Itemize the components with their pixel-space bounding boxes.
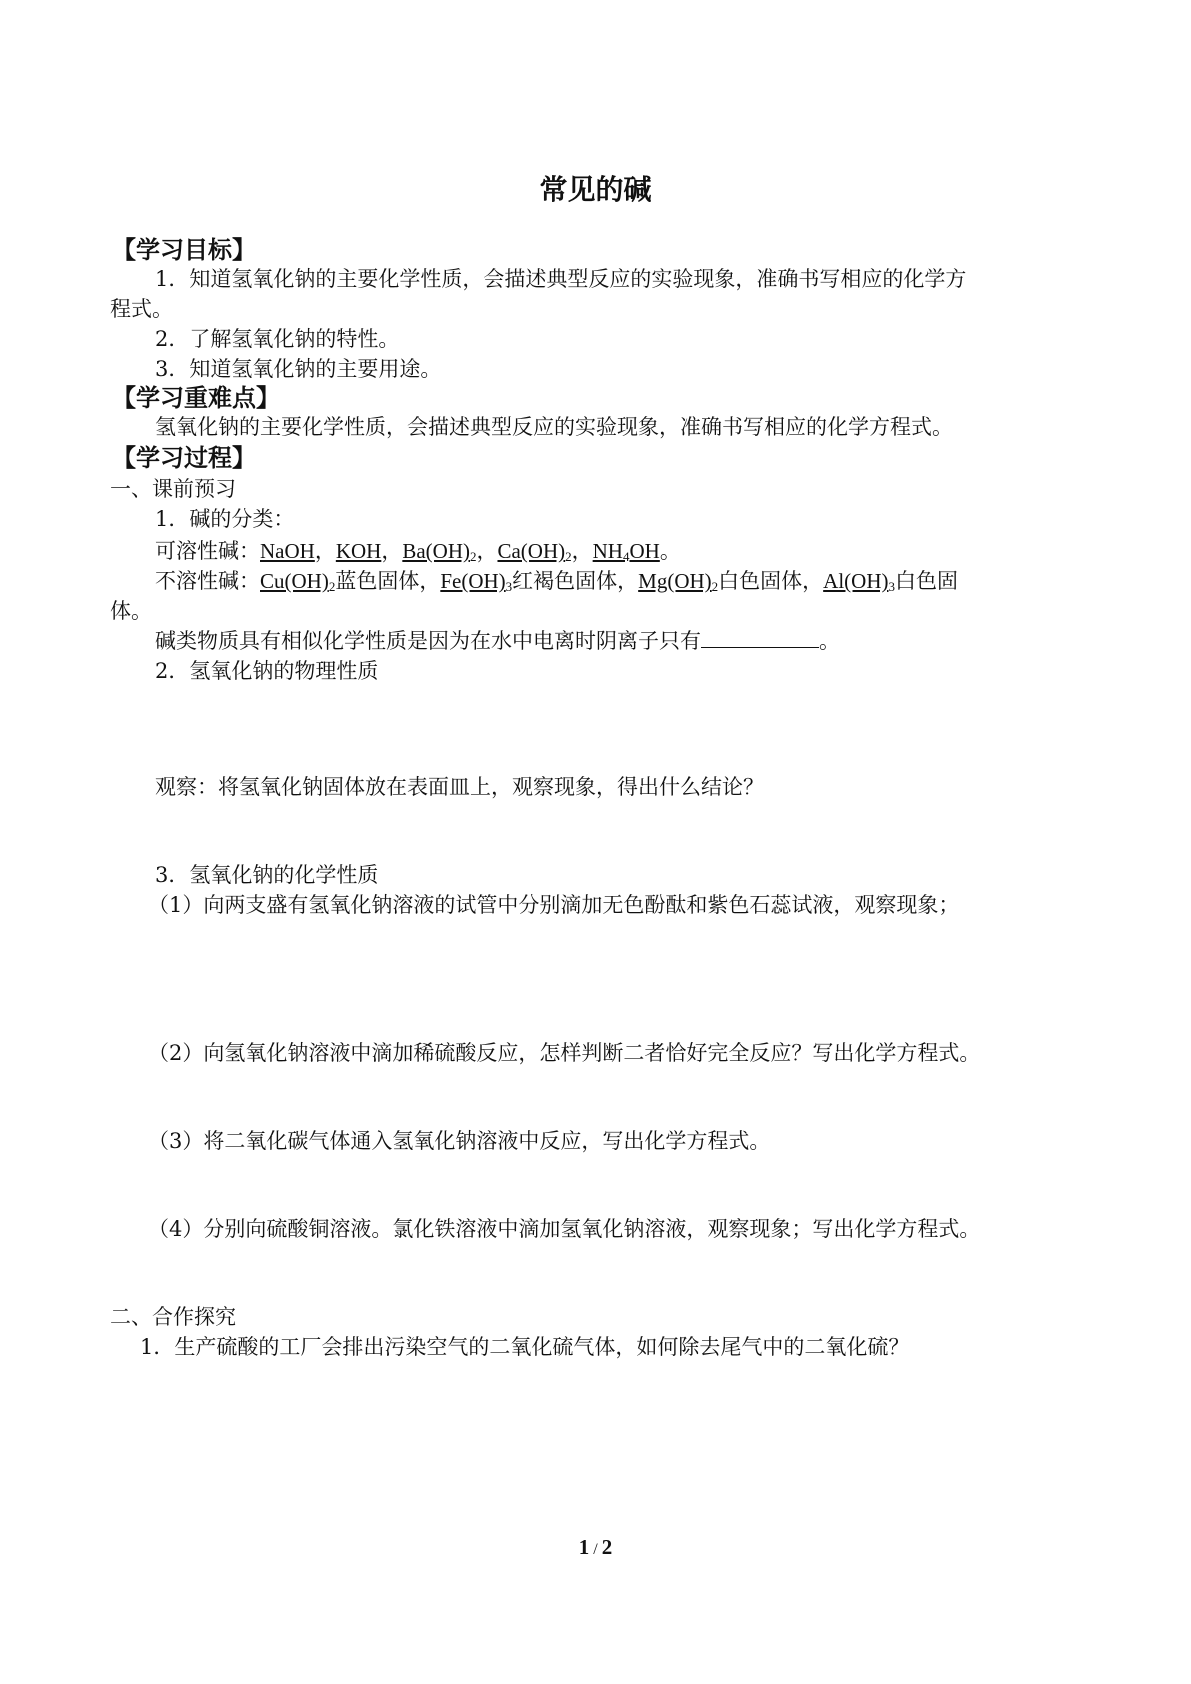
formula-naoh: NaOH bbox=[260, 539, 315, 563]
goals-heading: 【学习目标】 bbox=[112, 236, 256, 264]
chemical-properties-item: 3．氢氧化钠的化学性质 bbox=[155, 863, 379, 887]
preview-heading: 一、课前预习 bbox=[110, 477, 236, 501]
current-page: 1 bbox=[578, 1535, 590, 1559]
observe-question: 观察：将氢氧化钠固体放在表面皿上，观察现象，得出什么结论？ bbox=[155, 775, 764, 799]
insoluble-bases-line: 不溶性碱：$Cu(OH)_2$蓝色固体，$Fe(OH)_3$红褐色固体，$Mg(OH)_2$白色固体，$Al(OH)_3$白色固 bbox=[155, 569, 958, 594]
process-heading: 【学习过程】 bbox=[112, 444, 256, 472]
soluble-label: 可溶性碱： bbox=[155, 539, 260, 563]
insoluble-wrap: 体。 bbox=[110, 599, 152, 623]
question-1: （1）向两支盛有氢氧化钠溶液的试管中分别滴加无色酚酞和紫色石蕊试液，观察现象； bbox=[148, 893, 960, 917]
base-classification-item: 1．碱的分类： bbox=[155, 507, 295, 531]
formula-caoh2: $Ca(OH)_2$ bbox=[497, 539, 572, 564]
formula-aloh3: $Al(OH)_3$ bbox=[823, 569, 895, 594]
page-title: 常见的碱 bbox=[539, 173, 652, 206]
formula-feoh3: $Fe(OH)_3$ bbox=[440, 569, 513, 594]
total-pages: 2 bbox=[601, 1535, 613, 1559]
physical-properties-item: 2．氢氧化钠的物理性质 bbox=[155, 659, 379, 683]
formula-koh: KOH bbox=[335, 539, 382, 563]
goal-3: 3．知道氢氧化钠的主要用途。 bbox=[155, 357, 442, 381]
cooperate-heading: 二、合作探究 bbox=[110, 1305, 236, 1329]
page-number: 1 / 2 bbox=[578, 1535, 613, 1559]
formula-mgoh2: $Mg(OH)_2$ bbox=[638, 569, 719, 594]
key-points-text: 氢氧化钠的主要化学性质，会描述典型反应的实验现象，准确书写相应的化学方程式。 bbox=[155, 415, 953, 439]
goal-2: 2．了解氢氧化钠的特性。 bbox=[155, 327, 400, 351]
question-2: （2）向氢氧化钠溶液中滴加稀硫酸反应，怎样判断二者恰好完全反应？写出化学方程式。 bbox=[148, 1041, 981, 1065]
formula-cuoh2: $Cu(OH)_2$ bbox=[260, 569, 336, 594]
answer-blank[interactable] bbox=[701, 627, 819, 648]
goal-1-line-1: 1．知道氢氧化钠的主要化学性质，会描述典型反应的实验现象，准确书写相应的化学方 bbox=[155, 267, 967, 291]
soluble-bases-line: 可溶性碱：NaOH，KOH，$Ba(OH)_2$，$Ca(OH)_2$，$NH_4OH$。 bbox=[155, 539, 681, 564]
cooperate-item-1: 1．生产硫酸的工厂会排出污染空气的二氧化硫气体，如何除去尾气中的二氧化硫？ bbox=[140, 1335, 910, 1359]
key-points-heading: 【学习重难点】 bbox=[112, 384, 280, 412]
formula-nh4oh: $NH_4OH$ bbox=[592, 539, 660, 564]
insoluble-label: 不溶性碱： bbox=[155, 569, 260, 593]
goal-1-line-2: 程式。 bbox=[110, 297, 173, 321]
anion-question: 碱类物质具有相似化学性质是因为在水中电离时阴离子只有 。 bbox=[155, 629, 840, 653]
formula-baoh2: $Ba(OH)_2$ bbox=[402, 539, 477, 564]
question-3: （3）将二氧化碳气体通入氢氧化钠溶液中反应，写出化学方程式。 bbox=[148, 1129, 771, 1153]
question-4: （4）分别向硫酸铜溶液。氯化铁溶液中滴加氢氧化钠溶液，观察现象；写出化学方程式。 bbox=[148, 1217, 981, 1241]
